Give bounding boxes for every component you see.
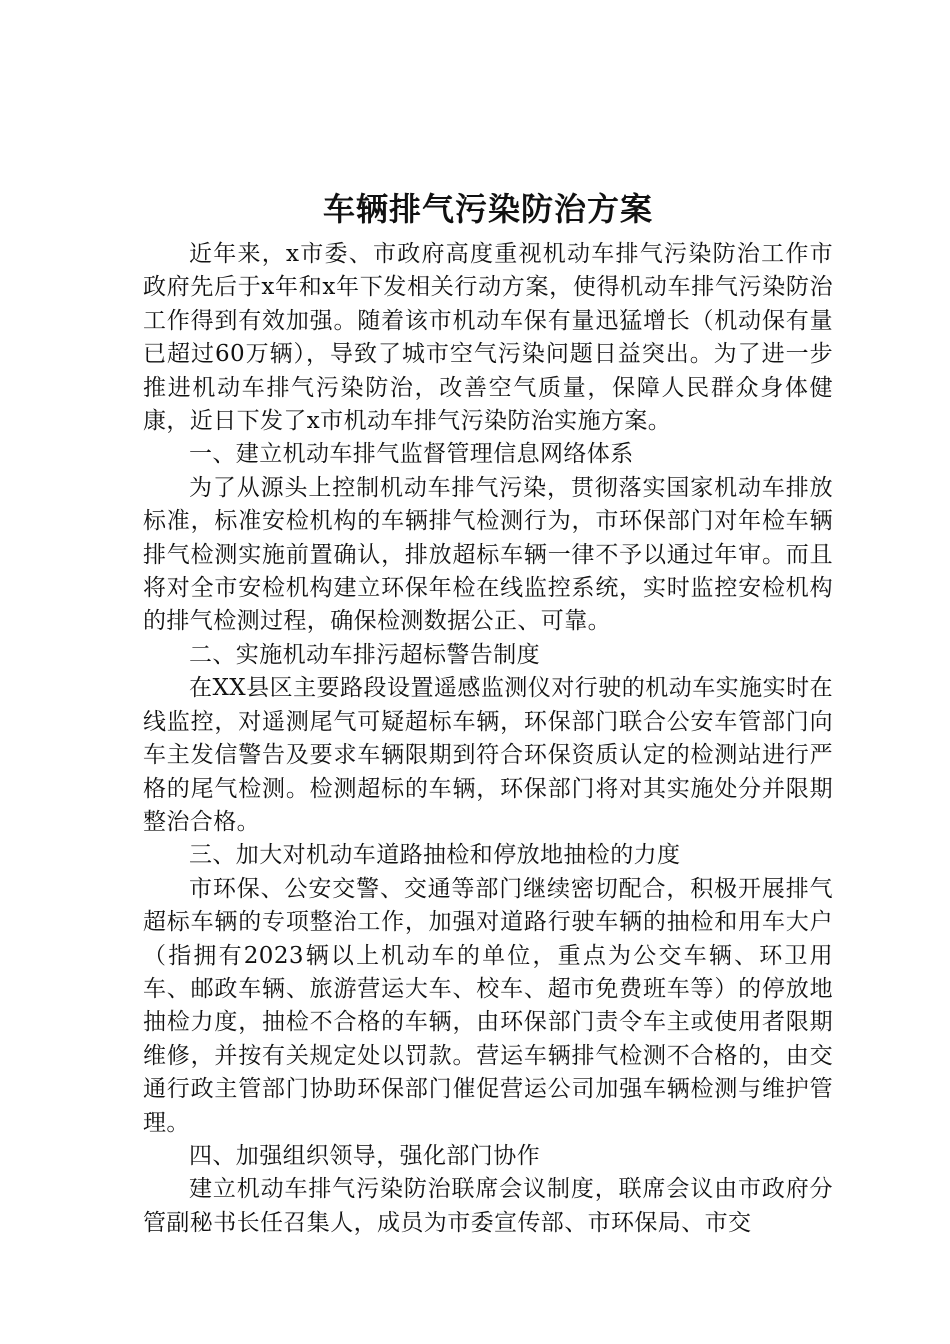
section-1-paragraph: 为了从源头上控制机动车排气污染，贯彻落实国家机动车排放标准，标准安检机构的车辆排气检测行为，市环保部门对年检车辆排气检测实施前置确认，排放超标车辆一律不予以通过年审。而且将对全市安检机构建立环保年检在线监控系统，实时监控安检机构的排气检测过程，确保检测数据公正、可靠。 (143, 474, 833, 635)
section-heading-3: 三、加大对机动车道路抽检和停放地抽检的力度 (189, 842, 681, 869)
intro-paragraph: 近年来，x市委、市政府高度重视机动车排气污染防治工作市政府先后于x年和x年下发相关行动方案，使得机动车排气污染防治工作得到有效加强。随着该市机动车保有量迅猛增长（机动保有量已超过60万辆），导致了城市空气污染问题日益突出。为了进一步推进机动车排气污染防治，改善空气质量，保障人民群众身体健康，近日下发了x市机动车排气污染防治实施方案。 (143, 241, 833, 435)
section-heading-1: 一、建立机动车排气监督管理信息网络体系 (189, 441, 634, 468)
section-heading-2: 二、实施机动车排污超标警告制度 (189, 641, 540, 668)
document-page (143, 186, 833, 1240)
document-title: 车辆排气污染防治方案 (322, 190, 653, 228)
section-heading-4: 四、加强组织领导，强化部门协作 (189, 1142, 540, 1169)
section-2-paragraph: 在XX县区主要路段设置遥感监测仪对行驶的机动车实施实时在线监控，对遥测尾气可疑超标车辆，环保部门联合公安车管部门向车主发信警告及要求车辆限期到符合环保资质认定的检测站进行严格的尾气检测。检测超标的车辆，环保部门将对其实施处分并限期整治合格。 (143, 675, 833, 835)
section-3-paragraph: 市环保、公安交警、交通等部门继续密切配合，积极开展排气超标车辆的专项整治工作，加强对道路行驶车辆的抽检和用车大户（指拥有2023辆以上机动车的单位，重点为公交车辆、环卫用车、邮政车辆、旅游营运大车、校车、超市免费班车等）的停放地抽检力度，抽检不合格的车辆，由环保部门责令车主或使用者限期维修，并按有关规定处以罚款。营运车辆排气检测不合格的，由交通行政主管部门协助环保部门催促营运公司加强车辆检测与维护管理。 (143, 875, 833, 1136)
section-4-paragraph: 建立机动车排气污染防治联席会议制度，联席会议由市政府分管副秘书长任召集人，成员为市委宣传部、市环保局、市交 (143, 1176, 833, 1236)
